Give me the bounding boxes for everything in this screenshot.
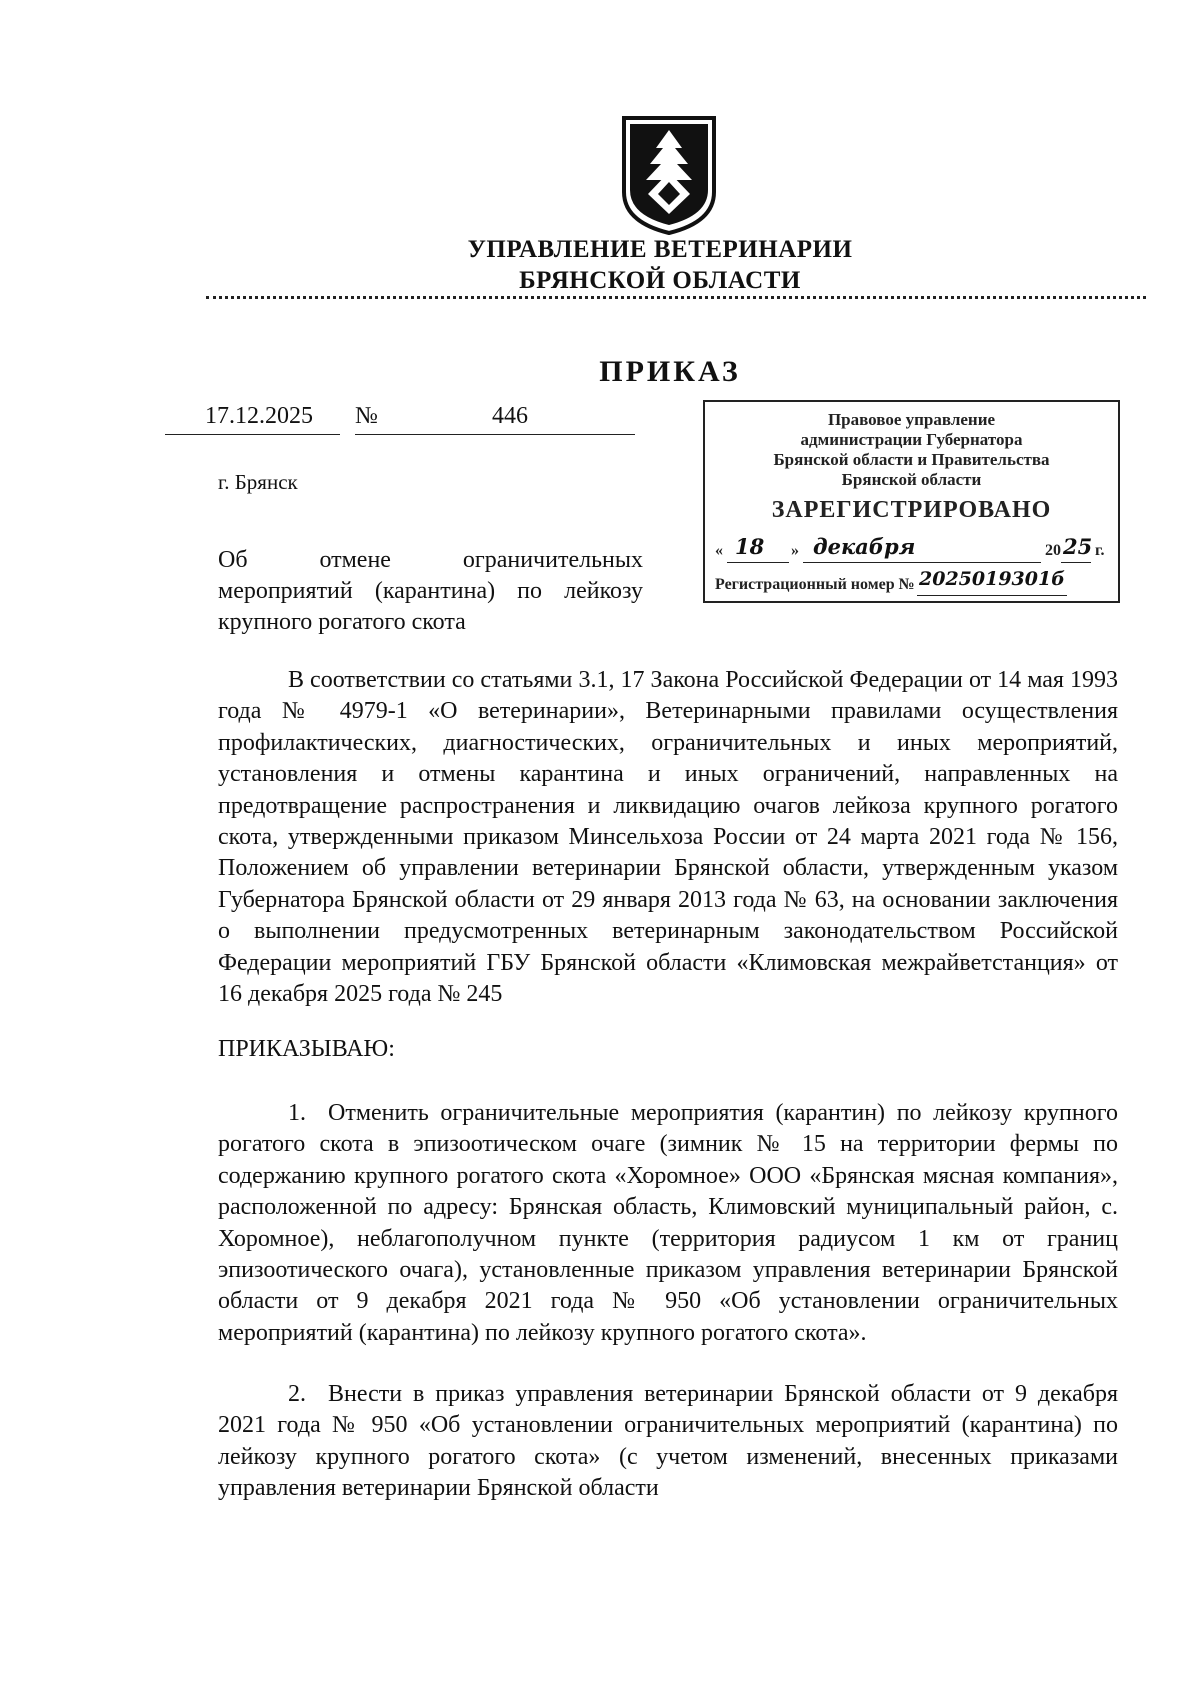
order-item-2-number: 2.	[288, 1381, 306, 1407]
order-item-2-text: Внести в приказ управления ветеринарии Брянской области от 9 декабря 2021 года № 950 «Об установлении ограничительных мероприятий (карантина) по лейкозу крупного рогатого скота» (с учетом изменений, внесенных приказами управления ветеринарии Брянской области	[218, 1381, 1118, 1502]
preamble-paragraph: В соответствии со статьями 3.1, 17 Закона Российской Федерации от 14 мая 1993 года № 4979-1 «О ветеринарии», Ветеринарными правилами осуществления профилактических, диагностических, ограничительных и иных мероприятий, установления и отмены карантина и иных ограничений, направленных на предотвращение распространения и ликвидацию очагов лейкоза крупного рогатого скота, утвержденными приказом Минсельхоза России от 24 марта 2021 года № 156, Положением об управлении ветеринарии Брянской области, утвержденным указом Губернатора Брянской области от 29 января 2013 года № 63, на основании заключения о выполнении предусмотренных ветеринарным законодательством Российской Федерации мероприятий ГБУ Брянской области «Климовская межрайветстанция» от 16 декабря 2025 года № 245	[218, 667, 1118, 1008]
stamp-line4: Брянской области	[841, 470, 982, 489]
coat-of-arms-icon	[620, 114, 718, 236]
document-number-label: №	[355, 403, 378, 429]
stamp-line3: Брянской области и Правительства	[773, 450, 1050, 469]
stamp-year-suffix: 25	[1063, 534, 1093, 559]
stamp-line2: администрации Губернатора	[800, 430, 1023, 449]
document-city: г. Брянск	[218, 470, 298, 494]
document-number: 446	[492, 403, 528, 429]
stamp-month-underline	[803, 562, 1041, 563]
stamp-day-underline	[727, 562, 789, 563]
stamp-year-label: г.	[1095, 542, 1105, 559]
order-item-2	[218, 1379, 1118, 1505]
number-underline	[355, 434, 635, 435]
stamp-quote-close: »	[791, 542, 799, 559]
stamp-line1: Правовое управление	[827, 410, 996, 429]
order-item-1-number: 1.	[288, 1100, 306, 1126]
date-underline	[165, 434, 340, 435]
registration-stamp	[703, 400, 1120, 603]
order-item-1	[218, 1098, 1118, 1349]
document-subject: Об отмене ограничительных мероприятий (карантина) по лейкозу крупного рогатого скота	[218, 547, 643, 635]
org-name-line1: УПРАВЛЕНИЕ ВЕТЕРИНАРИИ	[467, 236, 853, 263]
stamp-year-underline	[1061, 562, 1091, 563]
order-item-1-text: Отменить ограничительные мероприятия (карантин) по лейкозу крупного рогатого скота в эпизоотическом очаге (зимник № 15 на территории фермы по содержанию крупного рогатого скота «Хоромное» ООО «Брянская мясная компания», расположенной по адресу: Брянская область, Климовский муниципальный район, с. Хоромное), неблагополучном пункте (территория радиусом 1 км от границ эпизоотического очага), установленные приказом управления ветеринарии Брянской области от 9 декабря 2021 года № 950 «Об установлении ограничительных мероприятий (карантина) по лейкозу крупного рогатого скота».	[218, 1100, 1118, 1346]
order-word: ПРИКАЗЫВАЮ:	[218, 1036, 395, 1062]
stamp-reg-number: 2025019301б	[919, 568, 1065, 590]
stamp-year-prefix: 20	[1045, 542, 1061, 559]
stamp-day: 18	[735, 534, 765, 559]
document-date: 17.12.2025	[205, 403, 313, 429]
org-name-line2: БРЯНСКОЙ ОБЛАСТИ	[519, 267, 801, 294]
header-divider	[206, 296, 1146, 299]
stamp-reg-underline	[917, 595, 1067, 596]
stamp-quote-open: «	[715, 542, 723, 559]
stamp-registered: ЗАРЕГИСТРИРОВАНО	[771, 497, 1052, 523]
stamp-reg-label: Регистрационный номер №	[715, 576, 915, 593]
stamp-month: декабря	[813, 534, 916, 559]
document-title: ПРИКАЗ	[599, 355, 741, 388]
